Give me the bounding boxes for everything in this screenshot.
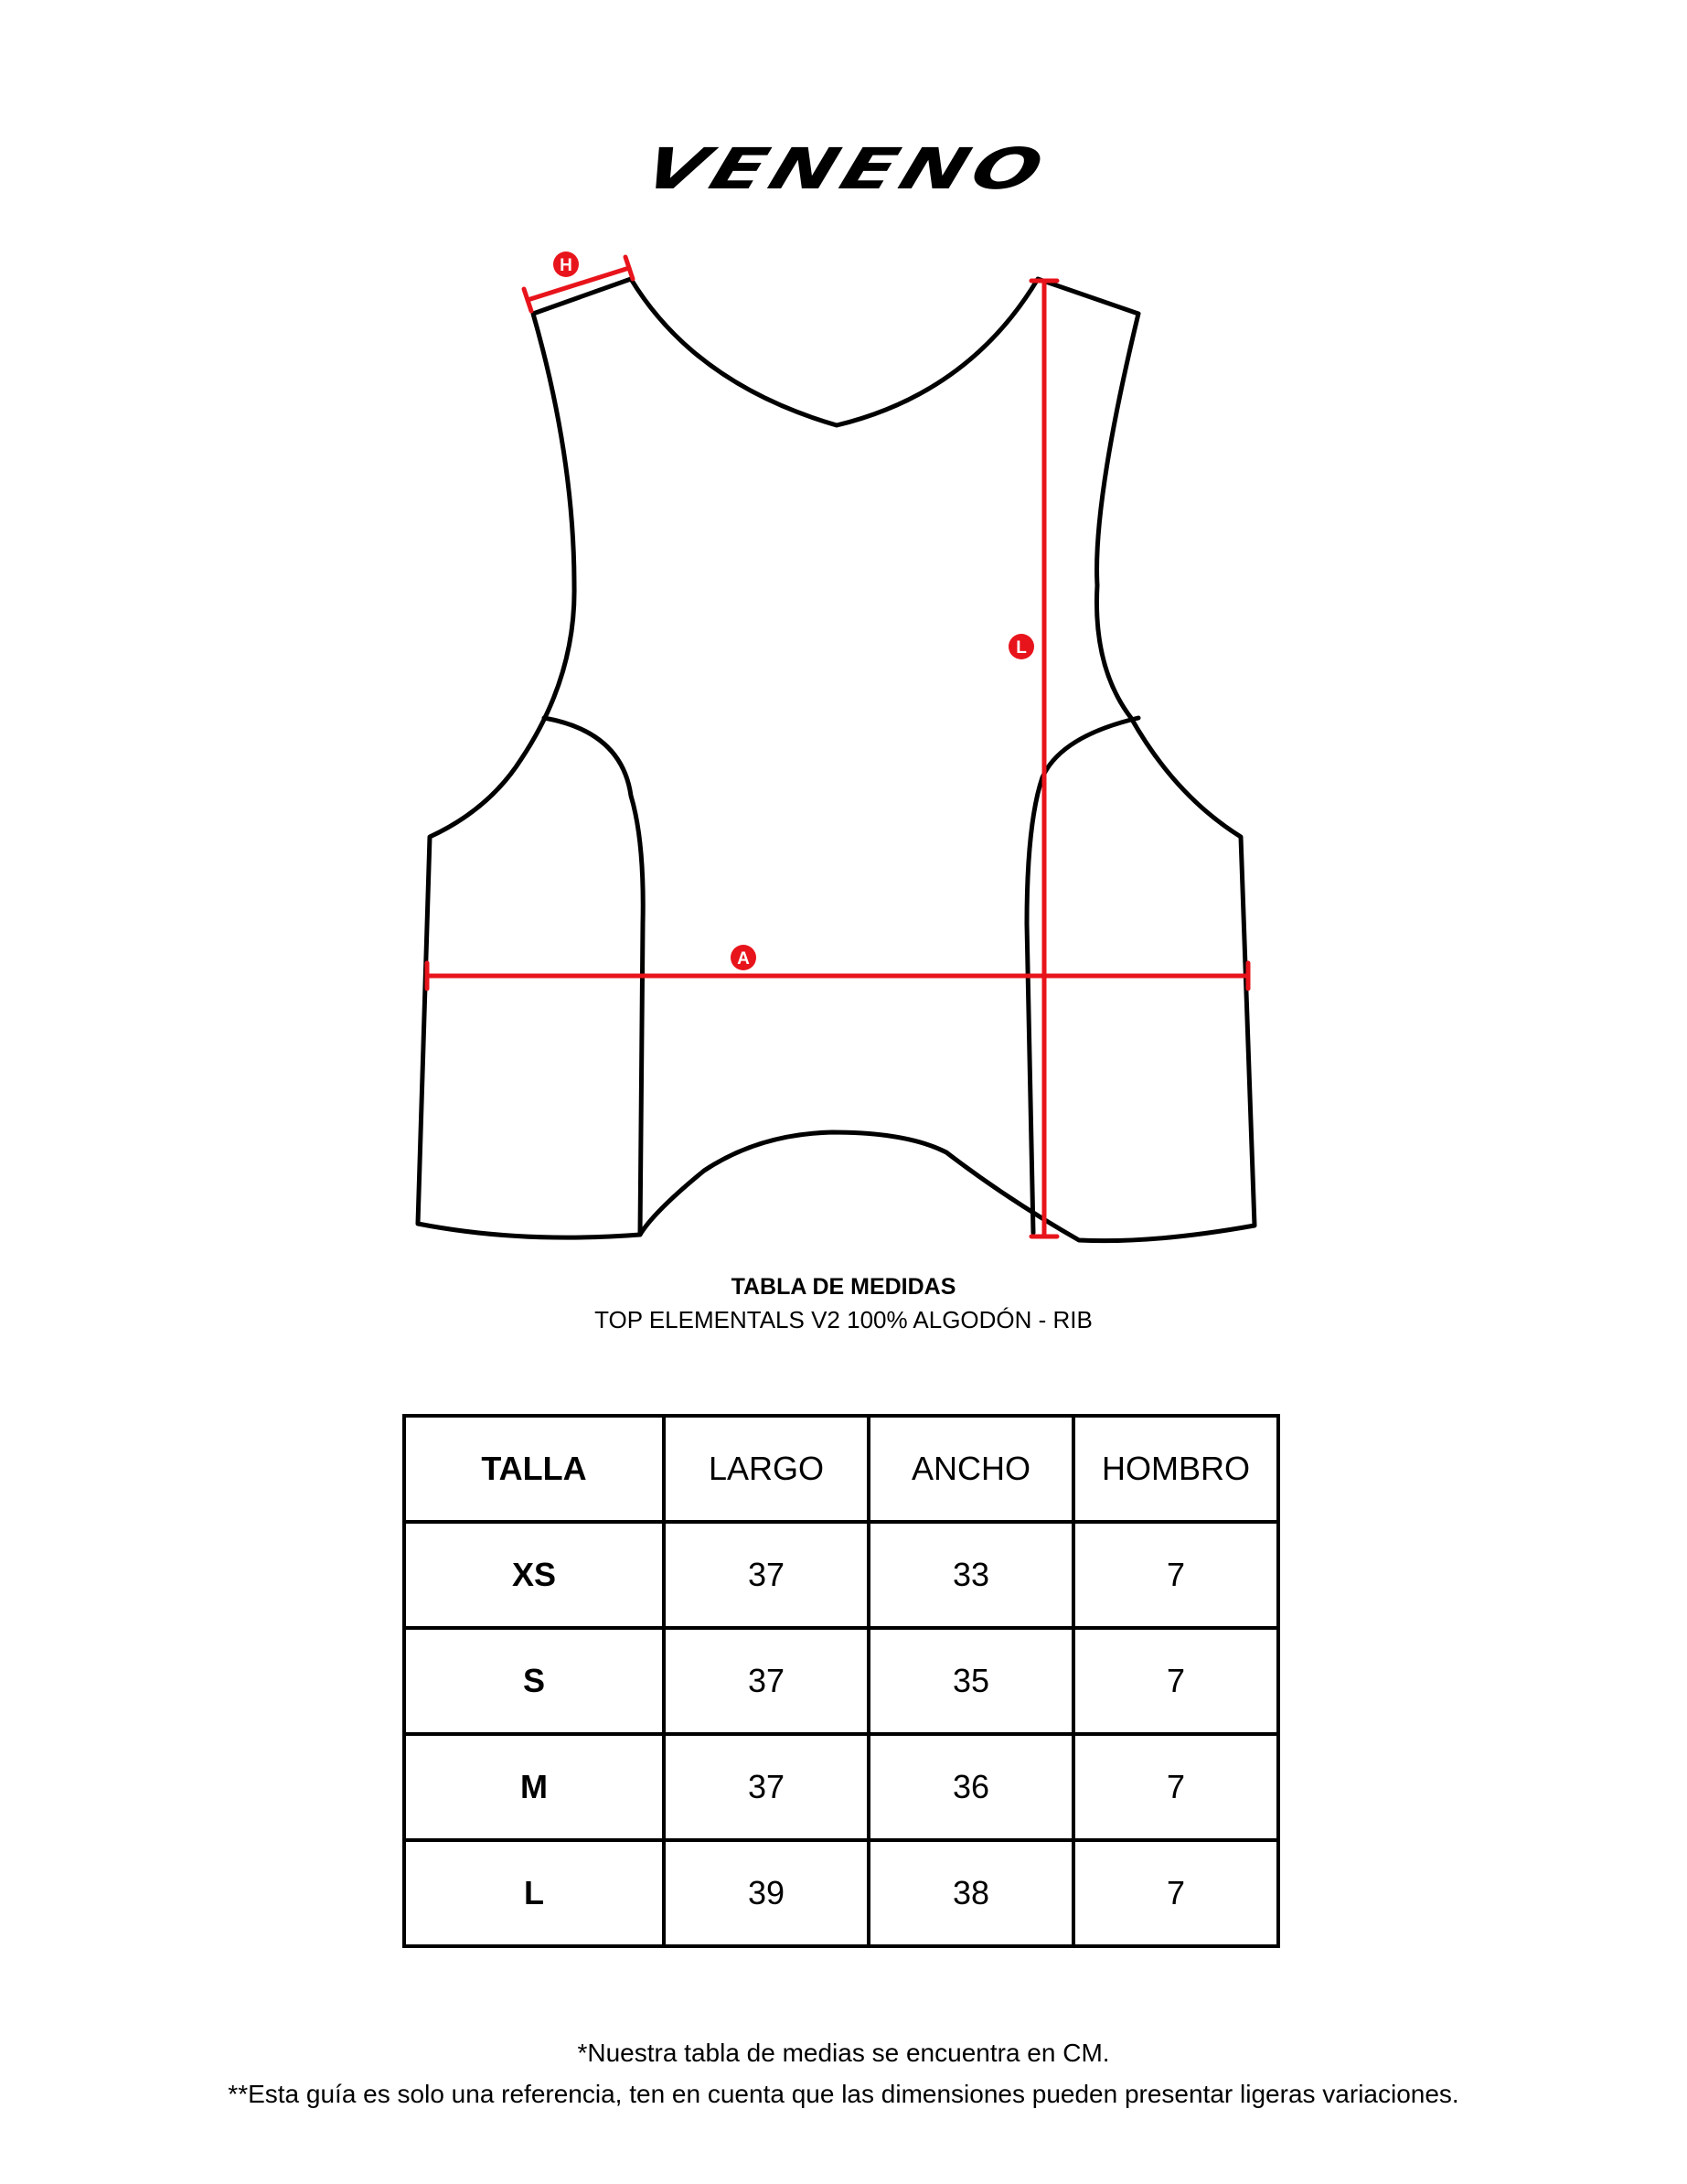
marker-shoulder [553,252,579,277]
ancho-cell: 38 [869,1840,1073,1946]
size-cell: S [404,1628,664,1734]
marker-shoulder-label: H [560,256,572,275]
size-table [402,1414,1280,1948]
size-cell: XS [404,1522,664,1628]
disclaimer-note: **Esta guía es solo una referencia, ten en cuenta que las dimensiones pueden presentar ligeras variaciones. [228,2080,1459,2108]
header-ancho: ANCHO [869,1416,1073,1522]
size-cell: L [404,1840,664,1946]
largo-cell: 39 [664,1840,869,1946]
table-row [404,1522,1278,1628]
hombro-cell: 7 [1073,1734,1278,1840]
garment-outline [418,279,1255,1241]
brand-logo: VENENO [635,136,1057,202]
hombro-cell: 7 [1073,1628,1278,1734]
ancho-cell: 36 [869,1734,1073,1840]
hombro-cell: 7 [1073,1522,1278,1628]
header-largo: LARGO [664,1416,869,1522]
largo-cell: 37 [664,1628,869,1734]
ancho-cell: 33 [869,1522,1073,1628]
ancho-cell: 35 [869,1628,1073,1734]
measure-lines [427,257,1248,1237]
table-row [404,1628,1278,1734]
marker-length [1009,634,1034,659]
largo-cell: 37 [664,1522,869,1628]
header-talla: TALLA [404,1416,664,1522]
table-row [404,1734,1278,1840]
table-row [404,1840,1278,1946]
table-title: TABLA DE MEDIDAS [731,1274,956,1300]
marker-length-label: L [1016,638,1027,658]
marker-width-label: A [737,949,750,969]
product-subtitle: TOP ELEMENTALS V2 100% ALGODÓN - RIB [594,1306,1093,1333]
hombro-cell: 7 [1073,1840,1278,1946]
table-header-row [404,1416,1278,1522]
size-cell: M [404,1734,664,1840]
largo-cell: 37 [664,1734,869,1840]
marker-width [731,945,756,970]
units-note: *Nuestra tabla de medias se encuentra en CM. [577,2039,1110,2067]
header-hombro: HOMBRO [1073,1416,1278,1522]
